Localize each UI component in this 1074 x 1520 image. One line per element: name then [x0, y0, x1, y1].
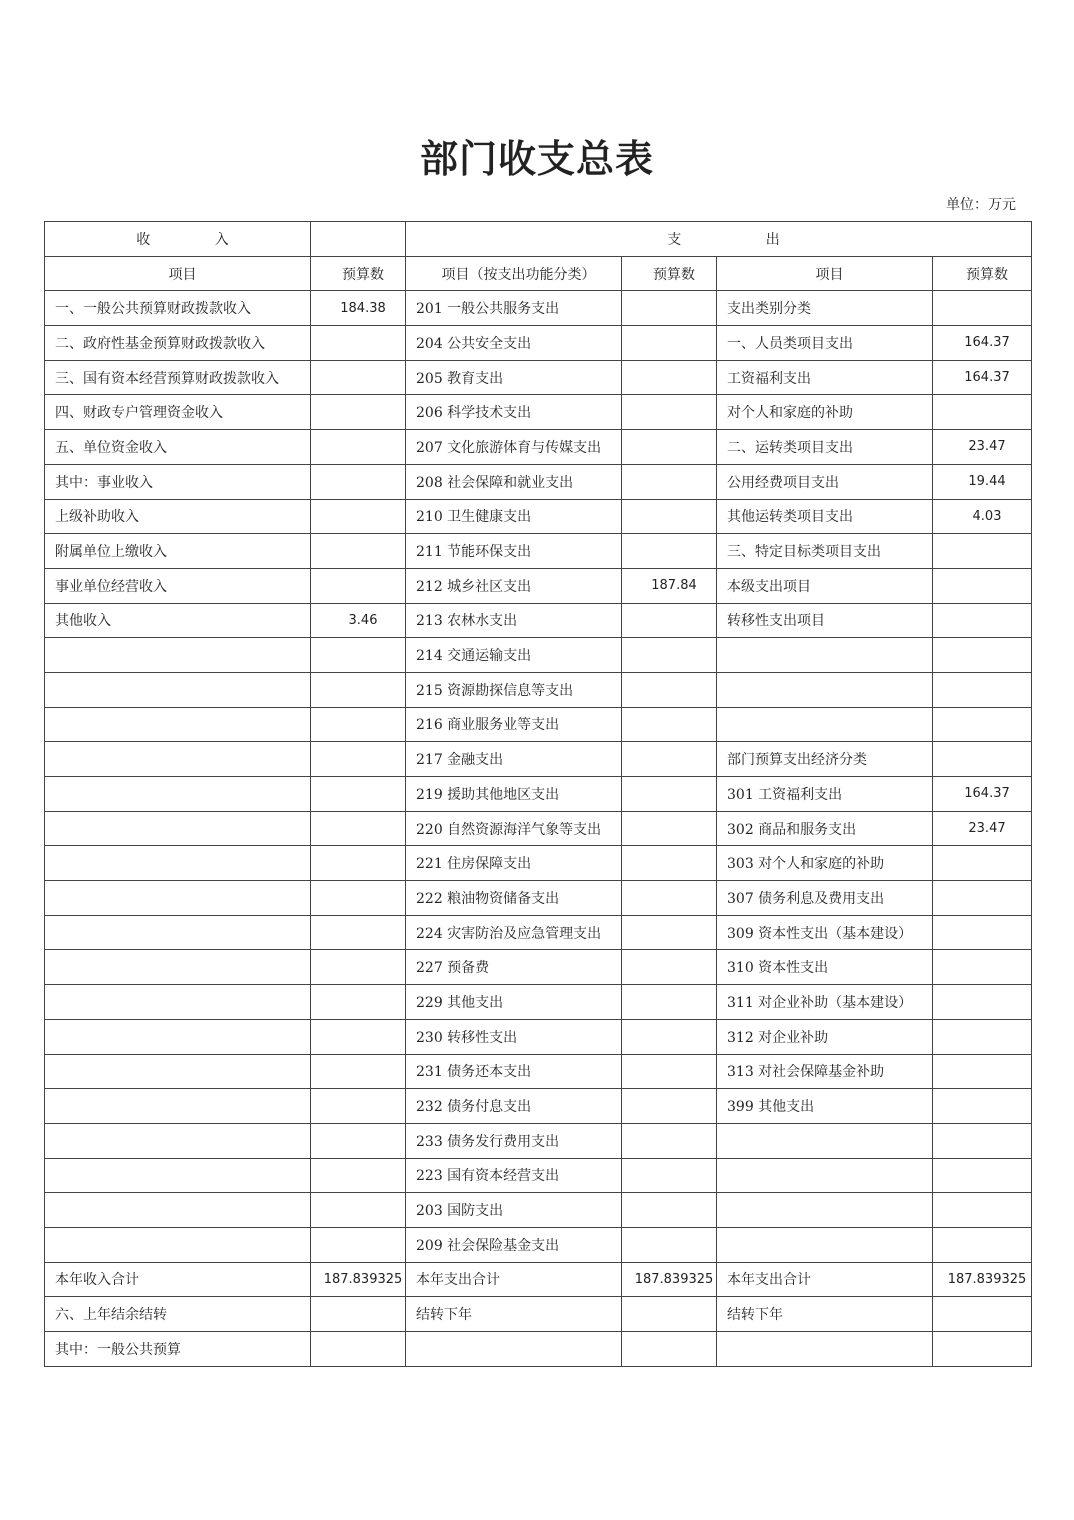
function-item-cell: 223 国有资本经营支出 [406, 1158, 622, 1193]
economic-item-cell [717, 1332, 933, 1367]
economic-item-cell: 本级支出项目 [717, 568, 933, 603]
table-row [45, 1227, 1032, 1262]
table-row [45, 395, 1032, 430]
economic-item-cell: 结转下年 [717, 1297, 933, 1332]
economic-item-cell: 部门预算支出经济分类 [717, 742, 933, 777]
function-item-cell: 216 商业服务业等支出 [406, 707, 622, 742]
income-budget-cell [311, 777, 406, 812]
income-item-cell: 其中：事业收入 [45, 464, 311, 499]
income-item-cell [45, 672, 311, 707]
income-section-header: 收 入 [45, 222, 311, 257]
economic-budget-cell [933, 915, 1032, 950]
income-budget-cell: 184.38 [311, 291, 406, 326]
table-row [45, 707, 1032, 742]
function-budget-cell [622, 1054, 717, 1089]
income-budget-cell [311, 1054, 406, 1089]
economic-item-cell: 307 债务利息及费用支出 [717, 881, 933, 916]
economic-budget-cell [933, 1332, 1032, 1367]
unit-label: 单位：万元 [946, 197, 1016, 213]
function-budget-header: 预算数 [622, 256, 717, 291]
function-item-cell: 222 粮油物资储备支出 [406, 881, 622, 916]
table-row [45, 603, 1032, 638]
income-budget-cell [311, 499, 406, 534]
table-row [45, 1193, 1032, 1228]
empty-cell [311, 222, 406, 257]
income-budget-cell [311, 1332, 406, 1367]
economic-budget-cell [933, 603, 1032, 638]
economic-item-cell [717, 672, 933, 707]
function-budget-cell [622, 846, 717, 881]
income-item-cell [45, 881, 311, 916]
income-budget-cell [311, 1019, 406, 1054]
income-item-cell: 一、一般公共预算财政拨款收入 [45, 291, 311, 326]
function-item-cell: 211 节能环保支出 [406, 534, 622, 569]
function-item-cell: 204 公共安全支出 [406, 326, 622, 361]
function-budget-cell: 187.839325 [622, 1262, 717, 1297]
economic-budget-cell [933, 534, 1032, 569]
function-item-cell: 213 农林水支出 [406, 603, 622, 638]
table-row [45, 672, 1032, 707]
economic-budget-cell [933, 1158, 1032, 1193]
income-budget-cell: 187.839325 [311, 1262, 406, 1297]
function-budget-cell [622, 915, 717, 950]
function-budget-cell [622, 360, 717, 395]
income-budget-cell [311, 881, 406, 916]
table-row [45, 638, 1032, 673]
income-budget-cell [311, 360, 406, 395]
function-budget-cell [622, 1332, 717, 1367]
economic-item-cell: 309 资本性支出（基本建设） [717, 915, 933, 950]
economic-item-cell [717, 1227, 933, 1262]
function-item-cell: 205 教育支出 [406, 360, 622, 395]
function-item-cell: 209 社会保险基金支出 [406, 1227, 622, 1262]
economic-budget-cell [933, 1227, 1032, 1262]
income-budget-cell [311, 742, 406, 777]
income-item-cell [45, 811, 311, 846]
function-budget-cell [622, 603, 717, 638]
income-budget-cell [311, 950, 406, 985]
economic-item-cell: 302 商品和服务支出 [717, 811, 933, 846]
economic-item-cell: 支出类别分类 [717, 291, 933, 326]
economic-item-cell: 二、运转类项目支出 [717, 430, 933, 465]
table-row [45, 846, 1032, 881]
function-budget-cell [622, 638, 717, 673]
income-item-cell [45, 985, 311, 1020]
economic-budget-cell [933, 291, 1032, 326]
income-budget-cell [311, 985, 406, 1020]
table-row [45, 1054, 1032, 1089]
function-budget-cell [622, 672, 717, 707]
function-item-cell: 219 援助其他地区支出 [406, 777, 622, 812]
economic-item-cell: 公用经费项目支出 [717, 464, 933, 499]
function-item-cell: 207 文化旅游体育与传媒支出 [406, 430, 622, 465]
economic-item-cell: 312 对企业补助 [717, 1019, 933, 1054]
function-budget-cell [622, 326, 717, 361]
income-budget-cell [311, 707, 406, 742]
income-item-cell: 其中：一般公共预算 [45, 1332, 311, 1367]
function-budget-cell [622, 1158, 717, 1193]
function-budget-cell [622, 395, 717, 430]
economic-budget-cell [933, 1297, 1032, 1332]
function-budget-cell [622, 777, 717, 812]
income-item-cell: 上级补助收入 [45, 499, 311, 534]
economic-budget-cell: 23.47 [933, 430, 1032, 465]
income-item-cell [45, 950, 311, 985]
function-item-cell: 227 预备费 [406, 950, 622, 985]
budget-table [44, 221, 1032, 1367]
table-row [45, 1262, 1032, 1297]
economic-item-cell: 399 其他支出 [717, 1089, 933, 1124]
income-item-cell [45, 846, 311, 881]
function-item-cell [406, 1332, 622, 1367]
economic-item-header: 项目 [717, 256, 933, 291]
table-row [45, 360, 1032, 395]
economic-budget-cell: 164.37 [933, 360, 1032, 395]
economic-item-cell [717, 638, 933, 673]
table-row [45, 1019, 1032, 1054]
economic-budget-cell [933, 672, 1032, 707]
income-budget-cell [311, 638, 406, 673]
income-item-cell [45, 1158, 311, 1193]
function-item-cell: 215 资源勘探信息等支出 [406, 672, 622, 707]
economic-item-cell [717, 1158, 933, 1193]
function-item-cell: 233 债务发行费用支出 [406, 1123, 622, 1158]
economic-budget-cell [933, 1054, 1032, 1089]
income-item-cell [45, 1019, 311, 1054]
economic-budget-cell: 164.37 [933, 777, 1032, 812]
table-row [45, 881, 1032, 916]
economic-budget-cell: 4.03 [933, 499, 1032, 534]
economic-item-cell: 303 对个人和家庭的补助 [717, 846, 933, 881]
function-item-cell: 214 交通运输支出 [406, 638, 622, 673]
table-row [45, 464, 1032, 499]
income-budget-cell [311, 915, 406, 950]
income-item-cell [45, 777, 311, 812]
economic-budget-cell: 164.37 [933, 326, 1032, 361]
function-item-cell: 221 住房保障支出 [406, 846, 622, 881]
income-item-cell [45, 1123, 311, 1158]
income-budget-cell [311, 1158, 406, 1193]
function-budget-cell [622, 534, 717, 569]
economic-budget-cell [933, 638, 1032, 673]
income-item-cell [45, 1089, 311, 1124]
income-budget-cell [311, 1193, 406, 1228]
table-row [45, 915, 1032, 950]
function-item-cell: 208 社会保障和就业支出 [406, 464, 622, 499]
economic-budget-cell [933, 950, 1032, 985]
economic-item-cell [717, 707, 933, 742]
income-budget-cell [311, 1297, 406, 1332]
table-row [45, 291, 1032, 326]
table-row [45, 326, 1032, 361]
function-budget-cell [622, 950, 717, 985]
income-item-cell: 其他收入 [45, 603, 311, 638]
economic-budget-cell [933, 846, 1032, 881]
economic-item-cell: 工资福利支出 [717, 360, 933, 395]
income-budget-cell [311, 1089, 406, 1124]
income-item-cell [45, 1054, 311, 1089]
function-budget-cell [622, 464, 717, 499]
function-budget-cell [622, 1019, 717, 1054]
economic-item-cell: 一、人员类项目支出 [717, 326, 933, 361]
income-item-cell: 六、上年结余结转 [45, 1297, 311, 1332]
table-row [45, 499, 1032, 534]
function-item-cell: 229 其他支出 [406, 985, 622, 1020]
economic-budget-cell: 187.839325 [933, 1262, 1032, 1297]
income-item-header: 项目 [45, 256, 311, 291]
table-row [45, 950, 1032, 985]
function-budget-cell [622, 291, 717, 326]
economic-item-cell: 其他运转类项目支出 [717, 499, 933, 534]
economic-item-cell [717, 1193, 933, 1228]
income-item-cell [45, 707, 311, 742]
function-item-cell: 224 灾害防治及应急管理支出 [406, 915, 622, 950]
table-row [45, 1332, 1032, 1367]
table-row [45, 1089, 1032, 1124]
function-budget-cell [622, 1297, 717, 1332]
economic-item-cell: 转移性支出项目 [717, 603, 933, 638]
function-budget-cell [622, 1193, 717, 1228]
income-budget-cell [311, 534, 406, 569]
function-budget-cell [622, 499, 717, 534]
economic-budget-cell [933, 1123, 1032, 1158]
economic-budget-cell [933, 742, 1032, 777]
income-item-cell [45, 742, 311, 777]
function-budget-cell [622, 881, 717, 916]
income-budget-cell [311, 672, 406, 707]
section-header-row [45, 222, 1032, 257]
income-budget-cell [311, 811, 406, 846]
income-item-cell: 本年收入合计 [45, 1262, 311, 1297]
table-row [45, 811, 1032, 846]
income-budget-cell [311, 846, 406, 881]
function-item-cell: 231 债务还本支出 [406, 1054, 622, 1089]
income-budget-cell: 3.46 [311, 603, 406, 638]
table-row [45, 430, 1032, 465]
economic-budget-cell [933, 881, 1032, 916]
income-budget-header: 预算数 [311, 256, 406, 291]
function-budget-cell [622, 742, 717, 777]
income-item-cell: 四、财政专户管理资金收入 [45, 395, 311, 430]
income-budget-cell [311, 464, 406, 499]
economic-budget-cell [933, 985, 1032, 1020]
function-budget-cell [622, 430, 717, 465]
function-budget-cell [622, 811, 717, 846]
economic-budget-header: 预算数 [933, 256, 1032, 291]
function-item-cell: 本年支出合计 [406, 1262, 622, 1297]
function-item-cell: 217 金融支出 [406, 742, 622, 777]
income-item-cell [45, 638, 311, 673]
income-item-cell: 附属单位上缴收入 [45, 534, 311, 569]
column-header-row [45, 256, 1032, 291]
economic-item-cell: 对个人和家庭的补助 [717, 395, 933, 430]
function-budget-cell [622, 985, 717, 1020]
function-item-cell: 220 自然资源海洋气象等支出 [406, 811, 622, 846]
income-item-cell: 事业单位经营收入 [45, 568, 311, 603]
economic-item-cell: 311 对企业补助（基本建设） [717, 985, 933, 1020]
economic-budget-cell [933, 568, 1032, 603]
income-item-cell: 三、国有资本经营预算财政拨款收入 [45, 360, 311, 395]
table-row [45, 1123, 1032, 1158]
economic-budget-cell [933, 1193, 1032, 1228]
economic-item-cell [717, 1123, 933, 1158]
function-item-cell: 结转下年 [406, 1297, 622, 1332]
page-title: 部门收支总表 [419, 137, 654, 181]
economic-budget-cell [933, 395, 1032, 430]
table-row [45, 1297, 1032, 1332]
table-row [45, 534, 1032, 569]
expenditure-section-header: 支 出 [406, 222, 1032, 257]
function-item-cell: 210 卫生健康支出 [406, 499, 622, 534]
function-budget-cell [622, 1227, 717, 1262]
economic-budget-cell [933, 1089, 1032, 1124]
table-row [45, 742, 1032, 777]
table-row [45, 985, 1032, 1020]
economic-budget-cell: 23.47 [933, 811, 1032, 846]
economic-item-cell: 313 对社会保障基金补助 [717, 1054, 933, 1089]
economic-budget-cell [933, 707, 1032, 742]
table-row [45, 568, 1032, 603]
economic-budget-cell [933, 1019, 1032, 1054]
income-item-cell [45, 915, 311, 950]
income-budget-cell [311, 326, 406, 361]
economic-item-cell: 301 工资福利支出 [717, 777, 933, 812]
income-budget-cell [311, 1123, 406, 1158]
income-item-cell [45, 1193, 311, 1228]
function-item-header: 项目（按支出功能分类） [406, 256, 622, 291]
income-budget-cell [311, 568, 406, 603]
income-budget-cell [311, 1227, 406, 1262]
income-budget-cell [311, 395, 406, 430]
economic-item-cell: 三、特定目标类项目支出 [717, 534, 933, 569]
income-item-cell [45, 1227, 311, 1262]
table-row [45, 1158, 1032, 1193]
income-item-cell: 五、单位资金收入 [45, 430, 311, 465]
economic-budget-cell: 19.44 [933, 464, 1032, 499]
income-budget-cell [311, 430, 406, 465]
function-item-cell: 212 城乡社区支出 [406, 568, 622, 603]
function-item-cell: 232 债务付息支出 [406, 1089, 622, 1124]
income-item-cell: 二、政府性基金预算财政拨款收入 [45, 326, 311, 361]
function-item-cell: 201 一般公共服务支出 [406, 291, 622, 326]
function-budget-cell: 187.84 [622, 568, 717, 603]
function-item-cell: 206 科学技术支出 [406, 395, 622, 430]
function-budget-cell [622, 707, 717, 742]
function-item-cell: 230 转移性支出 [406, 1019, 622, 1054]
economic-item-cell: 310 资本性支出 [717, 950, 933, 985]
function-budget-cell [622, 1123, 717, 1158]
table-row [45, 777, 1032, 812]
economic-item-cell: 本年支出合计 [717, 1262, 933, 1297]
function-item-cell: 203 国防支出 [406, 1193, 622, 1228]
function-budget-cell [622, 1089, 717, 1124]
